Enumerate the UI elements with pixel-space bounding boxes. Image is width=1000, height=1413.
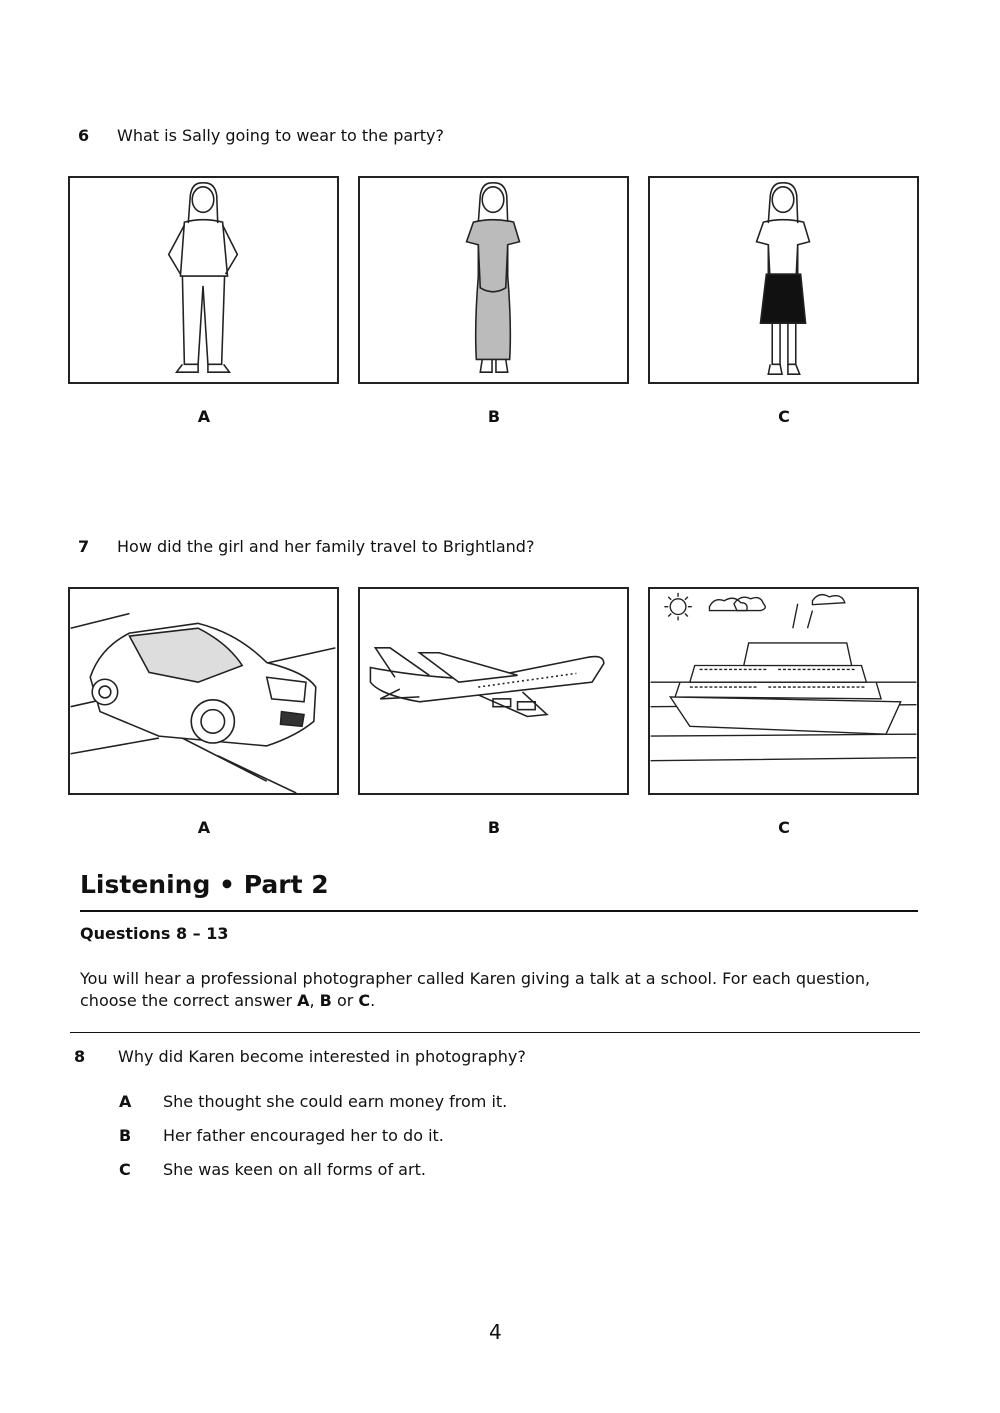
question-6-number: 6 bbox=[78, 126, 90, 145]
heading-rule bbox=[80, 910, 918, 912]
question-8-number: 8 bbox=[74, 1047, 86, 1066]
q6-option-a-image[interactable] bbox=[68, 176, 339, 384]
q8-option-c-letter[interactable]: C bbox=[119, 1160, 131, 1179]
instructions-comma: , bbox=[309, 991, 320, 1010]
q6-option-c-letter: C bbox=[778, 407, 790, 426]
instructions-or: or bbox=[331, 991, 359, 1010]
q7-option-c-image[interactable] bbox=[648, 587, 919, 795]
question-7-text: How did the girl and her family travel to Brightland? bbox=[117, 537, 535, 556]
q7-option-b-image[interactable] bbox=[358, 587, 629, 795]
q6-option-b-image[interactable] bbox=[358, 176, 629, 384]
question-8-text: Why did Karen become interested in photography? bbox=[118, 1047, 526, 1066]
airplane-icon bbox=[360, 589, 627, 793]
girl-long-dress-icon bbox=[360, 178, 627, 382]
q6-option-c-image[interactable] bbox=[648, 176, 919, 384]
girl-skirt-icon bbox=[650, 178, 917, 382]
instructions-rule bbox=[70, 1032, 920, 1033]
instructions-letter-b: B bbox=[319, 991, 332, 1010]
question-7-number: 7 bbox=[78, 537, 90, 556]
q8-option-b-text[interactable]: Her father encouraged her to do it. bbox=[163, 1126, 444, 1145]
page-number: 4 bbox=[489, 1320, 502, 1344]
instructions-letter-c: C bbox=[358, 991, 371, 1010]
instructions-text: You will hear a professional photographer called Karen giving a talk at a school. For each question, choose the correct answer bbox=[80, 969, 871, 1010]
question-6-text: What is Sally going to wear to the party? bbox=[117, 126, 444, 145]
q7-option-a-image[interactable] bbox=[68, 587, 339, 795]
car-icon bbox=[70, 589, 337, 793]
q6-option-b-letter: B bbox=[487, 407, 501, 426]
q8-option-b-letter[interactable]: B bbox=[119, 1126, 132, 1145]
questions-range: Questions 8 – 13 bbox=[80, 924, 229, 943]
q7-option-c-letter: C bbox=[778, 818, 790, 837]
instructions bbox=[80, 968, 920, 1012]
q7-option-a-letter: A bbox=[197, 818, 211, 837]
q8-option-c-text[interactable]: She was keen on all forms of art. bbox=[163, 1160, 426, 1179]
q7-option-b-letter: B bbox=[487, 818, 501, 837]
instructions-letter-a: A bbox=[297, 991, 310, 1010]
instructions-end: . bbox=[370, 991, 376, 1010]
q6-option-a-letter: A bbox=[197, 407, 211, 426]
girl-jeans-icon bbox=[70, 178, 337, 382]
q8-option-a-letter[interactable]: A bbox=[119, 1092, 132, 1111]
q8-option-a-text[interactable]: She thought she could earn money from it. bbox=[163, 1092, 508, 1111]
section-heading: Listening • Part 2 bbox=[80, 870, 329, 899]
ship-icon bbox=[650, 589, 917, 793]
